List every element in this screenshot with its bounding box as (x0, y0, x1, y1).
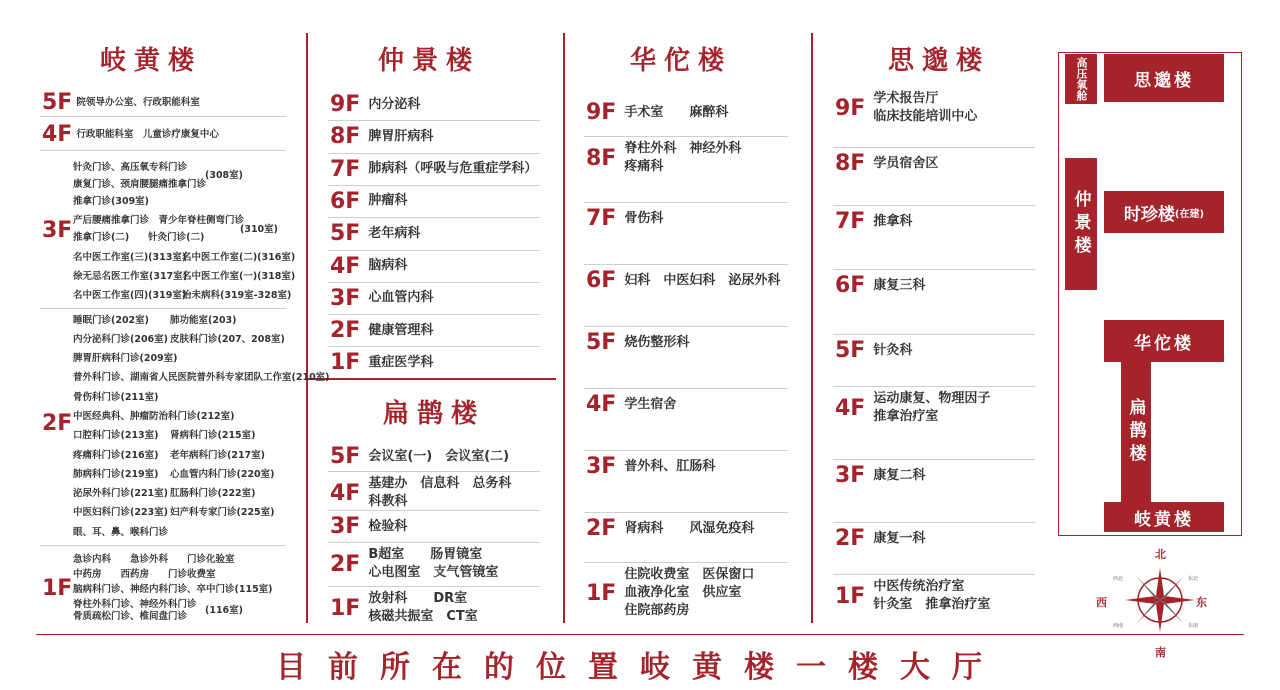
floor-separator (328, 510, 540, 511)
zhongjing-title: 仲景楼 (378, 46, 481, 76)
floor-row (330, 254, 407, 279)
dept-text: 骨伤科门诊(211室) (73, 392, 159, 403)
dept-text: 脊柱外科 神经外科 (624, 141, 742, 156)
dept-text: 心电图室 支气管镜室 (368, 565, 499, 580)
dept-text: 推拿门诊(二) 针灸门诊(二) (73, 232, 205, 243)
floor-label: 5F (42, 90, 73, 115)
floor-separator (328, 314, 540, 315)
floor-label: 8F (330, 124, 361, 150)
floor-label: 1F (330, 595, 361, 621)
floor-label: 4F (586, 392, 617, 417)
floor-departments (624, 334, 689, 352)
floor-departments (368, 128, 433, 146)
dept-text: 脑病科 (368, 258, 408, 273)
dept-text: 内分泌科 (368, 96, 421, 112)
dept-text: 肛肠科门诊(222室) (170, 488, 256, 499)
dept-text: 妇产科专家门诊(225室) (170, 507, 275, 518)
dept-text: 运动康复、物理因子 (873, 391, 991, 406)
dept-text: 血液净化室 供应室 (624, 585, 742, 600)
dept-text: 产后腰痛推拿门诊 青少年脊柱侧弯门诊 (73, 215, 245, 226)
floor-label: 7F (586, 206, 617, 231)
floor-row (586, 206, 663, 231)
dept-text: 名中医工作室(四)(319室) (73, 290, 187, 301)
floor-departments (873, 342, 912, 360)
dept-text: 临床技能培训中心 (873, 109, 978, 124)
map-bianque: 扁鹊楼 (1121, 362, 1151, 502)
floor-row (330, 221, 420, 246)
floor-separator (328, 542, 540, 543)
floor-label: 1F (586, 580, 617, 606)
floor-departments (368, 96, 420, 114)
qihuang-title: 岐黄楼 (100, 46, 203, 76)
floor-row (42, 90, 200, 115)
floor-separator (584, 202, 788, 203)
floor-row (586, 100, 728, 125)
dept-text: 手术室 麻醉科 (624, 104, 729, 120)
floor-label: 5F (330, 444, 361, 469)
floor-departments (368, 160, 537, 178)
dept-text: 名中医工作室(三)(313室) (73, 252, 187, 263)
floor-row (586, 516, 754, 541)
current-location-banner: 目前所在的位置岐黄楼一楼大厅 (276, 650, 1004, 685)
map-huatuo: 华佗楼 (1104, 320, 1224, 362)
dept-text: 肾病科 风湿免疫科 (624, 520, 755, 536)
compass-se: 东南 (1188, 623, 1199, 629)
floor-departments (368, 518, 407, 536)
floor-label: 4F (330, 253, 361, 279)
dept-text: 急诊内科 急诊外科 门诊化验室 (73, 554, 235, 565)
dept-text: 脊柱外科门诊、神经外科门诊 (73, 599, 197, 610)
floor-row (835, 578, 990, 614)
dept-text: 老年病科 (368, 225, 421, 241)
floor-departments (873, 390, 990, 426)
dept-text: 内分泌科门诊(206室) (73, 334, 169, 345)
map-zhongjing: 仲景楼 (1065, 158, 1097, 290)
dept-text: 推拿科 (873, 213, 913, 229)
floor-separator (584, 136, 788, 137)
floor-label: 9F (330, 92, 361, 117)
dept-text: 学术报告厅 (873, 91, 939, 106)
dept-text: 康复三科 (873, 277, 926, 293)
floor-departments (368, 590, 477, 626)
dept-text: 口腔科门诊(213室) (73, 430, 159, 441)
floor-row (586, 454, 715, 479)
dept-text: 皮肤科门诊(207、208室) (170, 334, 285, 345)
map-qihuang: 岐黄楼 (1104, 502, 1224, 532)
dept-text: 科教科 (368, 494, 408, 509)
floor-label: 1F (330, 350, 361, 376)
floor-label: 9F (835, 95, 866, 121)
floor-label: 7F (330, 156, 361, 182)
floor-row (330, 124, 433, 149)
divider (811, 33, 813, 623)
floor-row (330, 318, 433, 343)
floor-separator (328, 217, 540, 218)
floor-separator (833, 334, 1035, 335)
map-shizhen-note: (在建) (1174, 208, 1205, 220)
dept-text: 住院部药房 (624, 603, 690, 618)
floor-departments (368, 448, 509, 466)
floor-departments (624, 396, 676, 414)
dept-text: 重症医学科 (368, 354, 434, 370)
floor-label: 1F (835, 583, 866, 609)
dept-text: 中医传统治疗室 (873, 579, 965, 594)
floor-label: 3F (835, 463, 866, 488)
floor-separator (584, 388, 788, 389)
floor-label: 7F (835, 209, 866, 234)
floor-label: 3F (330, 285, 361, 311)
dept-text: 肺病科门诊(219室) (73, 469, 159, 480)
dept-text: (116室) (205, 605, 244, 616)
dept-text: 基建办 信息科 总务科 (368, 476, 512, 491)
floor-separator (833, 574, 1035, 575)
floor-departments (368, 546, 498, 582)
map-shizhen (1104, 191, 1224, 233)
dept-text: 中医妇科门诊(223室) (73, 507, 169, 518)
floor-row (330, 92, 420, 117)
floor-separator (833, 459, 1035, 460)
floor-label: 8F (586, 145, 617, 171)
floor-departments (873, 90, 977, 126)
map-simiao: 思邈楼 (1104, 54, 1224, 102)
floor-label: 3F (330, 514, 361, 539)
floor-label: 2F (330, 551, 361, 577)
floor-label: 5F (835, 338, 866, 363)
dept-text: 眼、耳、鼻、喉科门诊 (73, 527, 169, 538)
compass-nw: 西北 (1113, 576, 1124, 582)
floor-row (586, 566, 754, 620)
dept-text: 健康管理科 (368, 322, 434, 338)
dept-text: 泌尿外科门诊(221室) (73, 488, 169, 499)
dept-text: 针灸室 推拿治疗室 (873, 597, 991, 612)
floor-row (835, 209, 912, 234)
floor-text: 行政职能科室 儿童诊疗康复中心 (76, 128, 219, 140)
floor-departments (624, 272, 780, 290)
floor-row (586, 392, 676, 417)
divider (563, 33, 565, 623)
dept-text: 康复门诊、颈肩腰腿痛推拿门诊 (73, 179, 207, 190)
dept-text: 肺功能室(203) (170, 315, 237, 326)
dept-text: 睡眠门诊(202室) (73, 315, 150, 326)
dept-text: 疼痛科门诊(216室) (73, 450, 159, 461)
dept-text: 脾胃肝病科门诊(209室) (73, 353, 178, 364)
floor-row (835, 526, 925, 551)
floor-label: 4F (42, 122, 73, 147)
floor-label: 9F (586, 100, 617, 125)
floor-row (330, 590, 478, 626)
dept-text: 肿瘤科 (368, 193, 408, 209)
floor-separator (584, 450, 788, 451)
floor-separator (584, 512, 788, 513)
dept-text: 中药房 西药房 门诊收费室 (73, 569, 216, 580)
floor-separator (328, 120, 540, 121)
dept-text: 针灸门诊、高压氧专科门诊 (73, 162, 188, 173)
compass-east: 东 (1196, 596, 1207, 609)
floor-label: 6F (835, 273, 866, 298)
floor-row (330, 350, 433, 375)
floor-departments (368, 475, 511, 511)
map-shizhen-label: 时珍楼 (1123, 204, 1175, 225)
floor-departments (624, 520, 754, 538)
floor-label: 8F (835, 151, 866, 176)
floor-separator (833, 522, 1035, 523)
floor-separator (833, 147, 1035, 148)
dept-text: 推拿治疗室 (873, 409, 939, 424)
compass-west: 西 (1096, 596, 1107, 609)
floor-label: 3F (42, 218, 73, 243)
dept-text: 肺病科（呼吸与危重症学科） (368, 161, 538, 177)
floor-departments (368, 225, 420, 243)
floor-row (330, 514, 407, 539)
floor-label: 6F (330, 188, 361, 214)
floor-departments (624, 458, 715, 476)
floor-label: 2F (835, 526, 866, 551)
floor-row (835, 151, 938, 176)
dept-text: 烧伤整形科 (624, 334, 690, 350)
floor-departments (368, 322, 433, 340)
dept-text: 心血管内科门诊(220室) (170, 469, 275, 480)
floor-departments (873, 277, 925, 295)
dept-text: 脑病科门诊、神经内科门诊、卒中门诊(115室) (73, 584, 273, 595)
floor-label: 2F (330, 318, 361, 344)
floor-row (835, 463, 925, 488)
dept-text: 脾胃肝病科 (368, 128, 434, 144)
floor-row (42, 122, 219, 147)
floor-row (835, 273, 925, 298)
dept-text: 核磁共振室 CT室 (368, 609, 478, 624)
floor-separator (328, 250, 540, 251)
dept-text: 学员宿舍区 (873, 155, 939, 171)
dept-text: 骨伤科 (624, 210, 664, 226)
dept-text: 检验科 (368, 518, 408, 534)
dept-text: 普外科门诊、湖南省人民医院普外科专家团队工作室(210室) (73, 372, 330, 383)
floor-label: 2F (42, 411, 73, 436)
floor-departments (368, 289, 433, 307)
compass-north: 北 (1155, 548, 1166, 561)
floor-departments (368, 354, 433, 372)
floor-row (330, 546, 498, 582)
floor-row (586, 330, 689, 355)
floor-departments (624, 210, 663, 228)
dept-text: 妇科 中医妇科 泌尿外科 (624, 272, 781, 288)
floor-row (586, 140, 741, 176)
floor-departments (873, 467, 925, 485)
divider (306, 33, 308, 623)
floor-label: 1F (42, 576, 73, 601)
floor-separator (328, 586, 540, 587)
dept-text: 疼痛科 (624, 159, 664, 174)
floor-row (835, 338, 912, 363)
floor-label: 6F (586, 268, 617, 293)
floor-label: 4F (330, 480, 361, 506)
floor-text: 院领导办公室、行政职能科室 (76, 96, 200, 108)
dept-text: (310室) (240, 224, 279, 235)
floor-label: 2F (586, 516, 617, 541)
dept-text: 会议室(一) 会议室(二) (368, 448, 510, 464)
dept-text: 心血管内科 (368, 290, 434, 306)
compass-ne: 东北 (1188, 576, 1199, 582)
floor-label: 3F (586, 454, 617, 479)
dept-text: 普外科、肛肠科 (624, 458, 716, 474)
map-hyperbaric: 高压氧舱 (1065, 54, 1097, 104)
dept-text: 名中医工作室(二)(316室) (182, 252, 296, 263)
floor-separator (584, 326, 788, 327)
dept-text: 骨质疏松门诊、椎间盘门诊 (73, 611, 188, 622)
simiao-title: 思邈楼 (888, 46, 991, 76)
dept-text: 放射科 DR室 (368, 591, 468, 606)
floor-row (330, 189, 407, 214)
floor-separator (584, 264, 788, 265)
floor-departments (873, 578, 990, 614)
compass-sw: 西南 (1113, 623, 1124, 629)
floor-departments (624, 566, 754, 620)
floor-departments (873, 213, 912, 231)
divider (306, 378, 556, 380)
compass-south: 南 (1155, 646, 1166, 659)
floor-separator (833, 386, 1035, 387)
dept-text: 康复一科 (873, 530, 926, 546)
dept-text: 名中医工作室(一)(318室) (182, 271, 296, 282)
dept-text: 治未病科(319室-328室) (182, 290, 292, 301)
huatuo-title: 华佗楼 (630, 46, 733, 76)
floor-row (330, 286, 433, 311)
dept-text: (308室) (205, 170, 244, 181)
floor-separator (328, 346, 540, 347)
dept-text: 推拿门诊(309室) (73, 196, 150, 207)
dept-text: 康复二科 (873, 467, 926, 483)
floor-separator (328, 471, 540, 472)
dept-text: 徐无忌名医工作室(317室) (73, 271, 188, 282)
floor-label: 5F (586, 330, 617, 355)
floor-row (330, 444, 509, 469)
floor-separator (328, 282, 540, 283)
dept-text: 学生宿舍 (624, 396, 677, 412)
floor-row (330, 157, 537, 182)
floor-separator (584, 562, 788, 563)
floor-departments (368, 257, 407, 275)
floor-label: 4F (835, 395, 866, 421)
floor-row (835, 390, 990, 426)
bianque-title: 扁鹊楼 (383, 399, 486, 429)
floor-separator (833, 269, 1035, 270)
dept-text: 住院收费室 医保窗口 (624, 567, 755, 582)
floor-departments (873, 155, 938, 173)
dept-text: 针灸科 (873, 342, 913, 358)
footer-line (36, 634, 1244, 635)
floor-departments (368, 192, 407, 210)
dept-text: 中医经典科、肿瘤防治科门诊(212室) (73, 411, 235, 422)
dept-text: 老年病科门诊(217室) (170, 450, 266, 461)
floor-separator (328, 153, 540, 154)
floor-label: 5F (330, 221, 361, 247)
floor-separator (833, 205, 1035, 206)
dept-text: B超室 肠胃镜室 (368, 547, 483, 562)
floor-row (330, 475, 511, 511)
dept-text: 肾病科门诊(215室) (170, 430, 256, 441)
floor-row (835, 90, 977, 126)
floor-departments (624, 104, 728, 122)
floor-departments (873, 530, 925, 548)
floor-departments (624, 140, 741, 176)
floor-separator (328, 185, 540, 186)
floor-row (586, 268, 780, 293)
